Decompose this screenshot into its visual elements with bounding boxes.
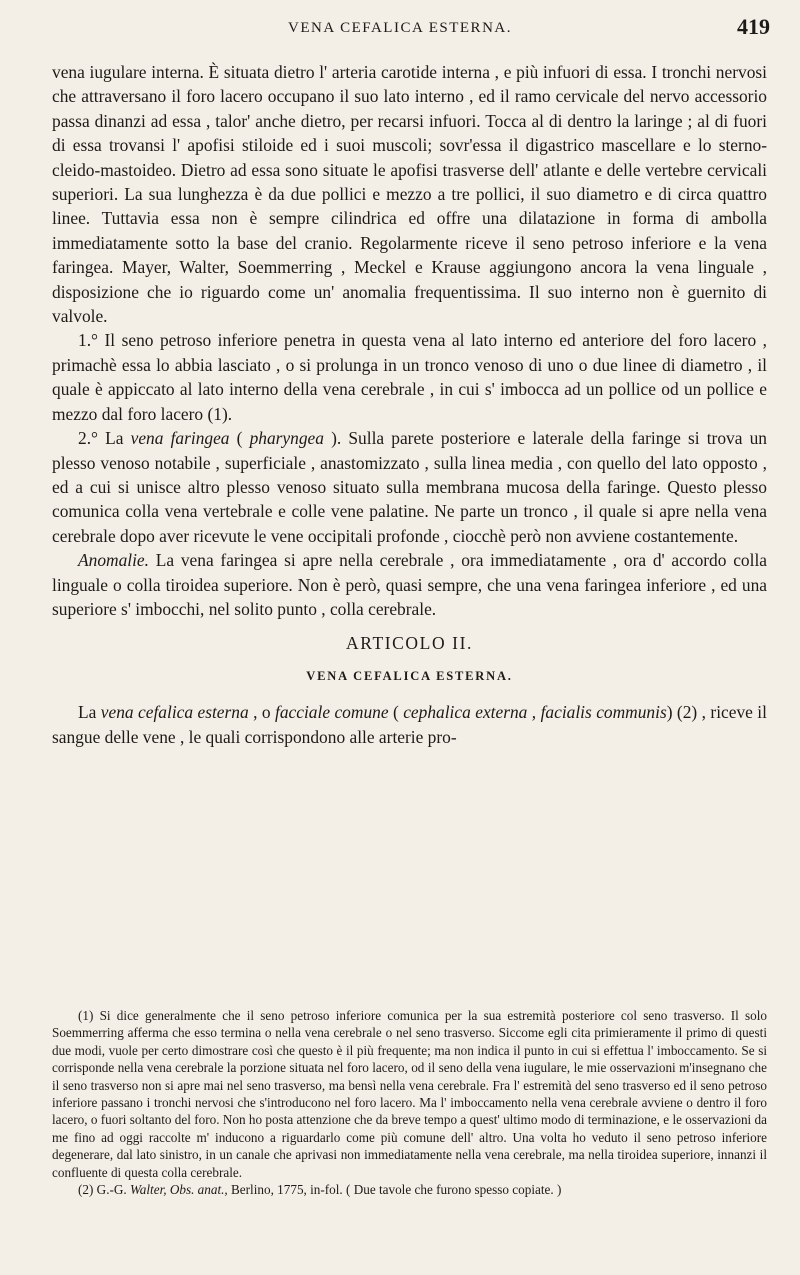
footnote-work: Obs. anat.,: [169, 1182, 228, 1198]
paren-open: (: [229, 428, 250, 449]
term-italian: vena faringea: [130, 428, 230, 449]
paragraph-rest: La vena faringea si apre nella cerebrale , ora immediatamente , ora d' accordo colla linguale o colla tiroidea superiore. Non è però, quasi sempre, che una vena faringea inferiore , ed una superiore s' imbocchi, nel solito punto , colla cerebrale.: [52, 550, 767, 619]
paragraph-pharyngeal-vein: [52, 426, 767, 548]
footnote-author: Walter,: [130, 1182, 167, 1198]
item-lead: La: [78, 702, 101, 723]
running-header: [0, 14, 800, 42]
term-latin: pharyngea: [249, 428, 324, 449]
paragraph-external-cephalic: [52, 700, 767, 749]
section-heading: VENA CEFALICA ESTERNA.: [306, 668, 513, 683]
connector: , o: [248, 702, 275, 723]
item-lead: 2.° La: [78, 428, 131, 449]
paren-open: (: [388, 702, 404, 723]
main-text: [52, 60, 767, 749]
term-italian: vena cefalica esterna: [100, 702, 249, 723]
footnote-marker: (2) G.-G.: [78, 1182, 131, 1198]
paragraph-anomalies: [52, 548, 767, 621]
term-latin: cephalica externa , facialis communis: [403, 702, 667, 723]
running-title: VENA CEFALICA ESTERNA.: [288, 20, 512, 36]
paragraph-rest: ). Sulla parete posteriore e laterale della faringe si trova un plesso venoso notabile , superficiale , anastomizzato , sulla linea media , con quello del lato opposto , ed a cui si unisce altro plesso venoso situato sulla membrana mucosa della faringe. Questo plesso comunica colla vena vertebrale e colle vene palatine. Ne parte un tronco , il quale si apre nella vena cerebrale dopo aver ricevute le vene occipitali profonde , ciocchè però non avviene costantemente.: [52, 428, 767, 546]
paragraph-inferior-petrosal-sinus: 1.° Il seno petroso inferiore penetra in questa vena al lato interno ed anteriore del foro lacero , primachè essa lo abbia lasciato , o si prolunga in un tronco venoso di uno o due linee di diametro , il quale è appiccato al lato interno della vena cerebrale , in cui s' imbocca ad un pollice od un pollice e mezzo dal foro lacero (1).: [52, 330, 767, 424]
term-italian-alt: facciale comune: [275, 702, 389, 723]
paragraph-rest: ) (2) , riceve il sangue delle vene , le quali corrispondono alle arterie pro-: [52, 702, 767, 747]
article-heading: ARTICOLO II.: [345, 633, 474, 654]
footnote-2: [52, 1181, 767, 1198]
page-number: 419: [737, 14, 770, 39]
paragraph-internal-jugular: vena iugulare interna. È situata dietro l' arteria carotide interna , e più infuori di essa. I tronchi nervosi che attraversano il foro lacero occupano il suo lato interno , ed il ramo cervicale del nervo accessorio passa dinanzi ad essa , talor' anche dietro, per recarsi infuori. Tocca al di dentro la laringe ; al di fuori di essa trovansi l' apofisi stiloide ed i suoi muscoli; sovr'essa il digastrico mascellare e lo sterno-cleido-mastoideo. Dietro ad essa sono situate le apofisi trasverse dell' atlante e delle vertebre cervicali superiori. La sua lunghezza è da due pollici e mezzo a tre pollici, il suo diametro e di circa quattro linee. Tuttavia essa non è sempre cilindrica ed offre una dilatazione in forma di ambolla immediatamente sotto la base del cranio. Regolarmente riceve il seno petroso inferiore e la vena faringea. Mayer, Walter, Soemmerring , Meckel e Krause aggiungono ancora la vena linguale , disposizione che io riguardo come un' anomalia frequentissima. Il suo interno non è guernito di valvole.: [52, 62, 767, 327]
footnote-1: (1) Si dice generalmente che il seno petroso inferiore comunica per la sua estremità posteriore col seno trasverso. Il solo Soemmerring afferma che esso termina o nella vena cerebrale o nel seno trasverso. Siccome egli cita primieramente il primo di questi due modi, vuole per certo dimostrare così che questo è il più frequente; ma non indica il punto in cui si effettua l' imboccamento. Se si corrisponde nella vena cerebrale la porzione situata nel foro lacero, od il seno della vena iugulare, le mie osservazioni m'insegnano che il seno trasverso non si apre mai nel seno trasverso, ma bensì nella vena cerebrale. Fra l' estremità del seno trasverso ed il seno petroso inferiore passano i tronchi nervosi che s'introducono nel foro lacero. Ma l' imboccamento nella vena cerebrale avviene o dentro il foro lacero, o fuori soltanto del foro. Non ho posta attenzione che da breve tempo a quest' ultimo modo di terminazione, e le osservazioni da me fino ad oggi raccolte m' inducono a riguardarlo come più comune dell' altro. Una volta ho veduto il seno petroso inferiore degenerare, dal lato sinistro, in un canale che aprivasi non immediatamente nella vena cerebrale, ma nella tiroidea superiore, innanzi il confluente di questa colla cerebrale.: [52, 1008, 767, 1180]
footnote-rest: Berlino, 1775, in-fol. ( Due tavole che furono spesso copiate. ): [227, 1182, 562, 1198]
anomalies-label: Anomalie.: [78, 550, 149, 571]
footnotes: [52, 1007, 767, 1198]
